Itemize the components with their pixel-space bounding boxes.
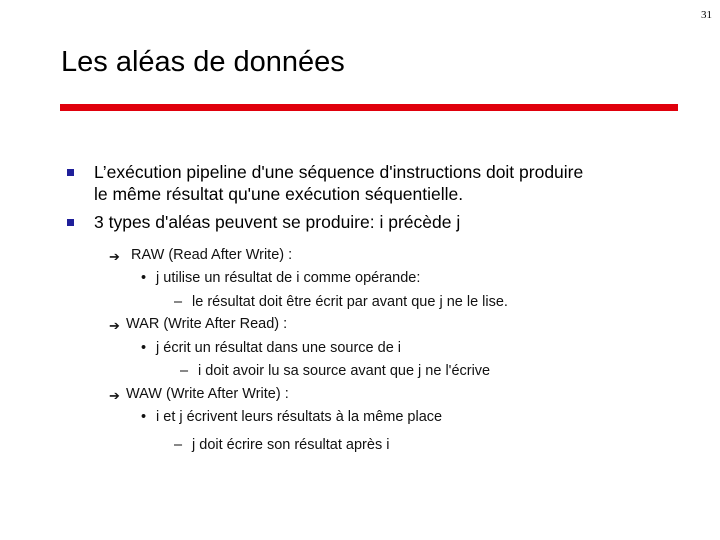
- hazard-waw-label: WAW (Write After Write) :: [126, 386, 289, 402]
- arrow-bullet-icon: ➔: [109, 388, 120, 403]
- page-number: 31: [701, 9, 712, 21]
- hazard-raw-label: RAW (Read After Write) :: [131, 247, 293, 263]
- hazard-war-label: WAR (Write After Read) :: [126, 316, 288, 332]
- bullet-1-line-1: L’exécution pipeline d'une séquence d'instructions doit produire: [94, 162, 584, 182]
- square-bullet-icon: [67, 219, 74, 226]
- dot-bullet-icon: •: [141, 409, 147, 425]
- hazard-war-note: i doit avoir lu sa source avant que j ne l'écrive: [198, 363, 491, 379]
- dot-bullet-icon: •: [141, 270, 147, 286]
- square-bullet-icon: [67, 169, 74, 176]
- arrow-bullet-icon: ➔: [109, 318, 120, 333]
- dash-bullet-icon: –: [180, 363, 189, 379]
- dash-bullet-icon: –: [174, 294, 183, 310]
- hazard-raw-note: le résultat doit être écrit par avant que j ne le lise.: [192, 294, 508, 310]
- hazard-waw-detail: i et j écrivent leurs résultats à la même place: [156, 409, 443, 425]
- dot-bullet-icon: •: [141, 340, 147, 356]
- bullet-1-line-2: le même résultat qu'une exécution séquentielle.: [94, 184, 464, 204]
- hazard-war-detail: j écrit un résultat dans une source de i: [156, 340, 402, 356]
- slide-title: Les aléas de données: [61, 46, 345, 78]
- hazard-waw-note: j doit écrire son résultat après i: [192, 437, 390, 453]
- title-underline: [60, 104, 678, 111]
- hazard-raw-detail: j utilise un résultat de i comme opérande:: [156, 270, 421, 286]
- arrow-bullet-icon: ➔: [109, 249, 120, 264]
- bullet-2-line-1: 3 types d'aléas peuvent se produire: i précède j: [94, 212, 461, 232]
- dash-bullet-icon: –: [174, 437, 183, 453]
